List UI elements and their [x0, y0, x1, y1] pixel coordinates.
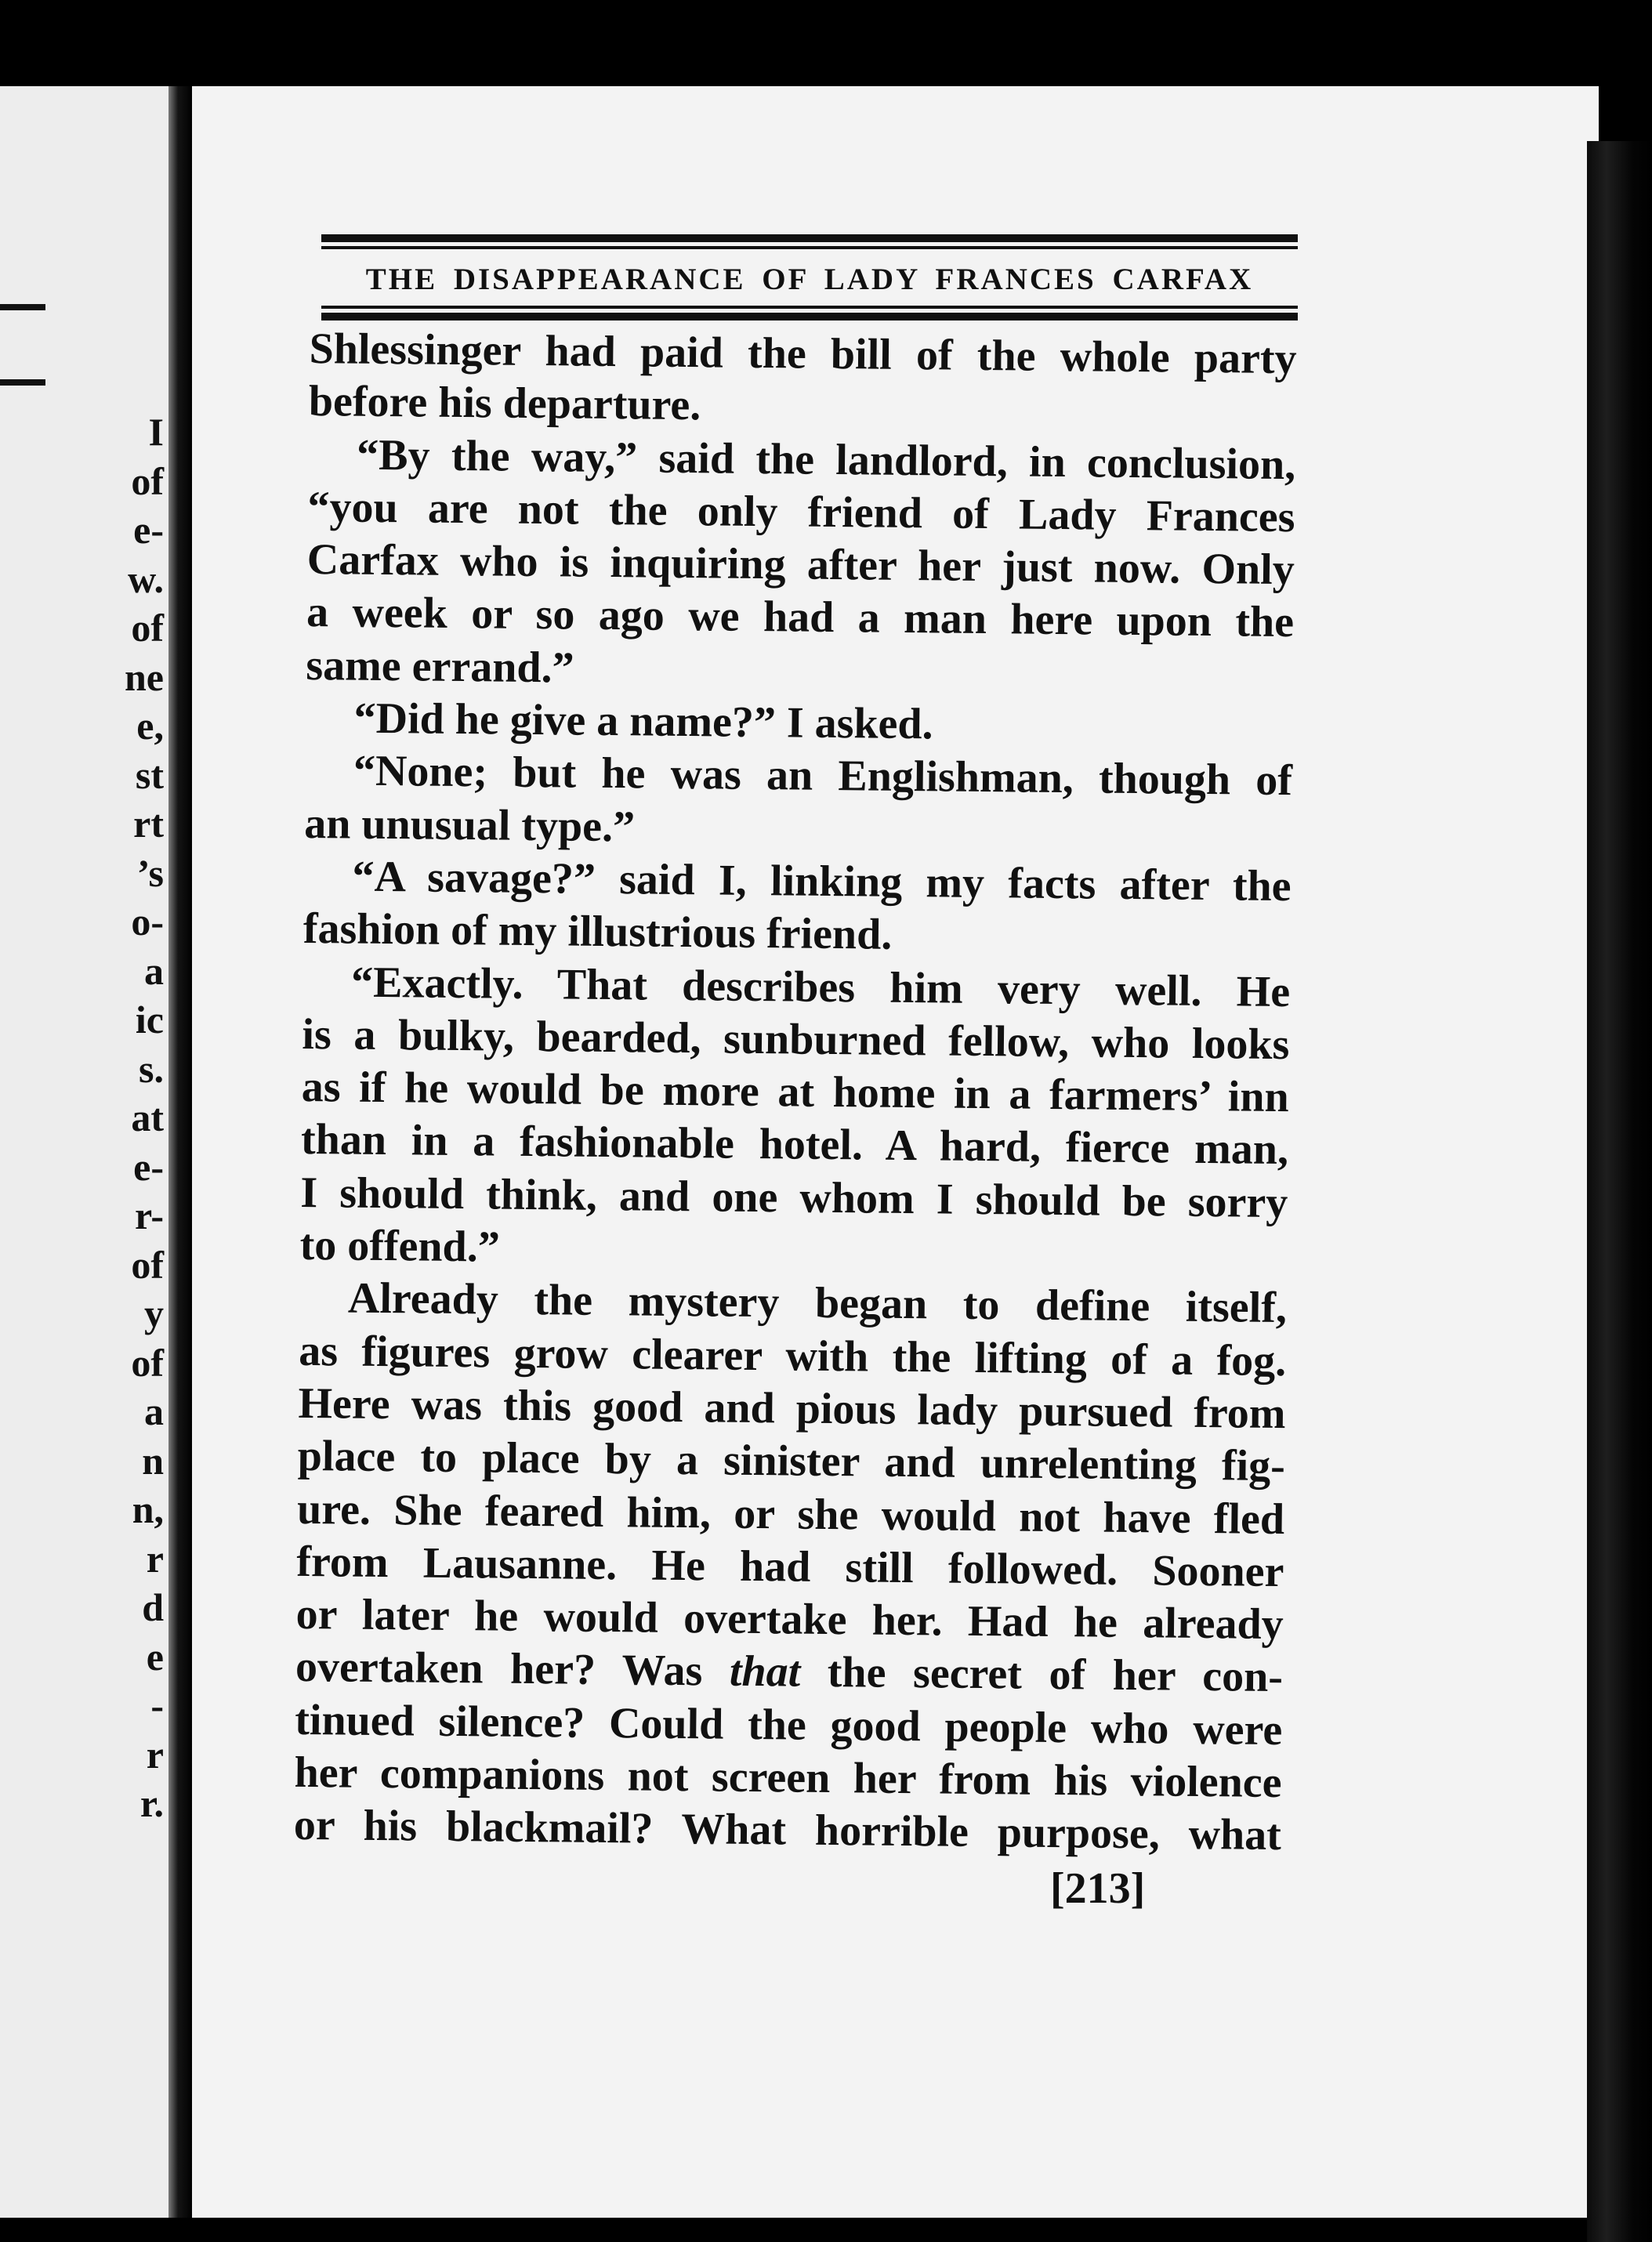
line-fragment: w.	[128, 556, 164, 601]
text-line: tinued silence? Could the good people who were	[295, 1695, 1283, 1755]
book-edge	[1587, 141, 1652, 2242]
text-line: “you are not the only friend of Lady Frances	[307, 482, 1295, 542]
line-fragment: of	[131, 458, 164, 503]
line-fragment: ’s	[136, 850, 164, 895]
facing-page-rule	[0, 379, 45, 386]
line-fragment: of	[131, 1242, 164, 1287]
line-fragment: r.	[139, 1781, 164, 1825]
text-line: before his departure.	[308, 377, 701, 430]
text-line: a week or so ago we had a man here upon the	[306, 588, 1295, 647]
line-fragment: d	[142, 1585, 164, 1629]
line-fragment: ne	[125, 654, 164, 699]
line-fragment: ic	[135, 998, 164, 1041]
running-head-block	[321, 234, 1298, 321]
line-fragment: e,	[136, 704, 164, 748]
text-line: as if he would be more at home in a farmers’ inn	[301, 1063, 1290, 1122]
line-fragment: of	[131, 1340, 164, 1385]
book-gutter	[168, 86, 192, 2218]
header-rule-thick	[321, 234, 1298, 242]
line-fragment: e	[146, 1634, 164, 1679]
line-fragment: s.	[139, 1046, 164, 1091]
text-line: ure. She feared him, or she would not have fled	[296, 1484, 1285, 1544]
line-fragment: at	[131, 1096, 164, 1139]
line-fragment: r	[146, 1732, 164, 1777]
running-head: THE DISAPPEARANCE OF LADY FRANCES CARFAX	[365, 263, 1254, 296]
text-line: Carfax who is inquiring after her just now. Only	[306, 535, 1295, 595]
page-body-text	[294, 323, 1297, 1863]
line-fragment: r	[146, 1536, 164, 1581]
line-fragment: r-	[135, 1193, 164, 1237]
page-number: [213]	[1050, 1864, 1146, 1913]
line-fragment: rt	[133, 802, 164, 846]
text-line: “Exactly. That describes him very well. He	[350, 958, 1291, 1016]
line-fragment: a	[144, 1389, 164, 1433]
text-line: to offend.”	[299, 1220, 501, 1272]
text-line: Shlessinger had paid the bill of the whole party	[309, 324, 1297, 384]
line-fragment: n	[142, 1438, 164, 1483]
header-rule-thin	[321, 306, 1298, 309]
text-run: the secret of her con-	[799, 1648, 1284, 1702]
line-fragment: -	[150, 1683, 164, 1727]
text-line: I should think, and one whom I should be sorry	[300, 1168, 1288, 1227]
text-run: overtaken her? Was	[295, 1643, 703, 1696]
facing-page-left	[0, 86, 168, 2218]
facing-page-rule	[0, 304, 45, 310]
text-line: from Lausanne. He had still followed. Sooner	[296, 1537, 1284, 1596]
line-fragment: e-	[133, 508, 164, 552]
text-line: than in a fashionable hotel. A hard, fierce man,	[300, 1115, 1289, 1175]
text-line: an unusual type.”	[303, 799, 636, 852]
line-fragment: n,	[132, 1487, 164, 1531]
text-line: or later he would overtake her. Had he already	[295, 1590, 1284, 1650]
line-fragment: a	[144, 948, 164, 993]
text-line: as figures grow clearer with the lifting of a fog.	[298, 1326, 1287, 1385]
text-line: Already the mystery began to define itself,	[347, 1273, 1288, 1333]
line-fragment: y	[144, 1291, 164, 1335]
text-line: her companions not screen her from his violence	[294, 1748, 1282, 1808]
line-fragment: o-	[131, 900, 164, 944]
text-line: “None; but he was an Englishman, though of	[353, 746, 1293, 806]
line-fragment: st	[135, 752, 164, 797]
text-line: “A savage?” said I, linking my facts after the	[352, 852, 1292, 911]
italic-emphasis: that	[729, 1647, 801, 1697]
line-fragment: of	[131, 606, 164, 650]
text-line: “Did he give a name?” I asked.	[353, 694, 933, 749]
facing-page-line-endings	[125, 407, 164, 1828]
line-fragment: I	[148, 410, 164, 454]
header-rule-thick	[321, 313, 1298, 321]
text-line-with-emphasis	[295, 1641, 1284, 1704]
text-line: fashion of my illustrious friend.	[303, 904, 893, 960]
text-line: place to place by a sinister and unrelenting fig-	[297, 1432, 1286, 1491]
text-line: is a bulky, bearded, sunburned fellow, who looks	[302, 1009, 1290, 1070]
line-fragment: e-	[133, 1144, 164, 1189]
text-line: or his blackmail? What horrible purpose, what	[293, 1801, 1282, 1860]
text-line: “By the way,” said the landlord, in conclusion,	[356, 430, 1296, 489]
text-line: same errand.”	[306, 640, 574, 693]
text-line: Here was this good and pious lady pursued from	[298, 1378, 1286, 1439]
